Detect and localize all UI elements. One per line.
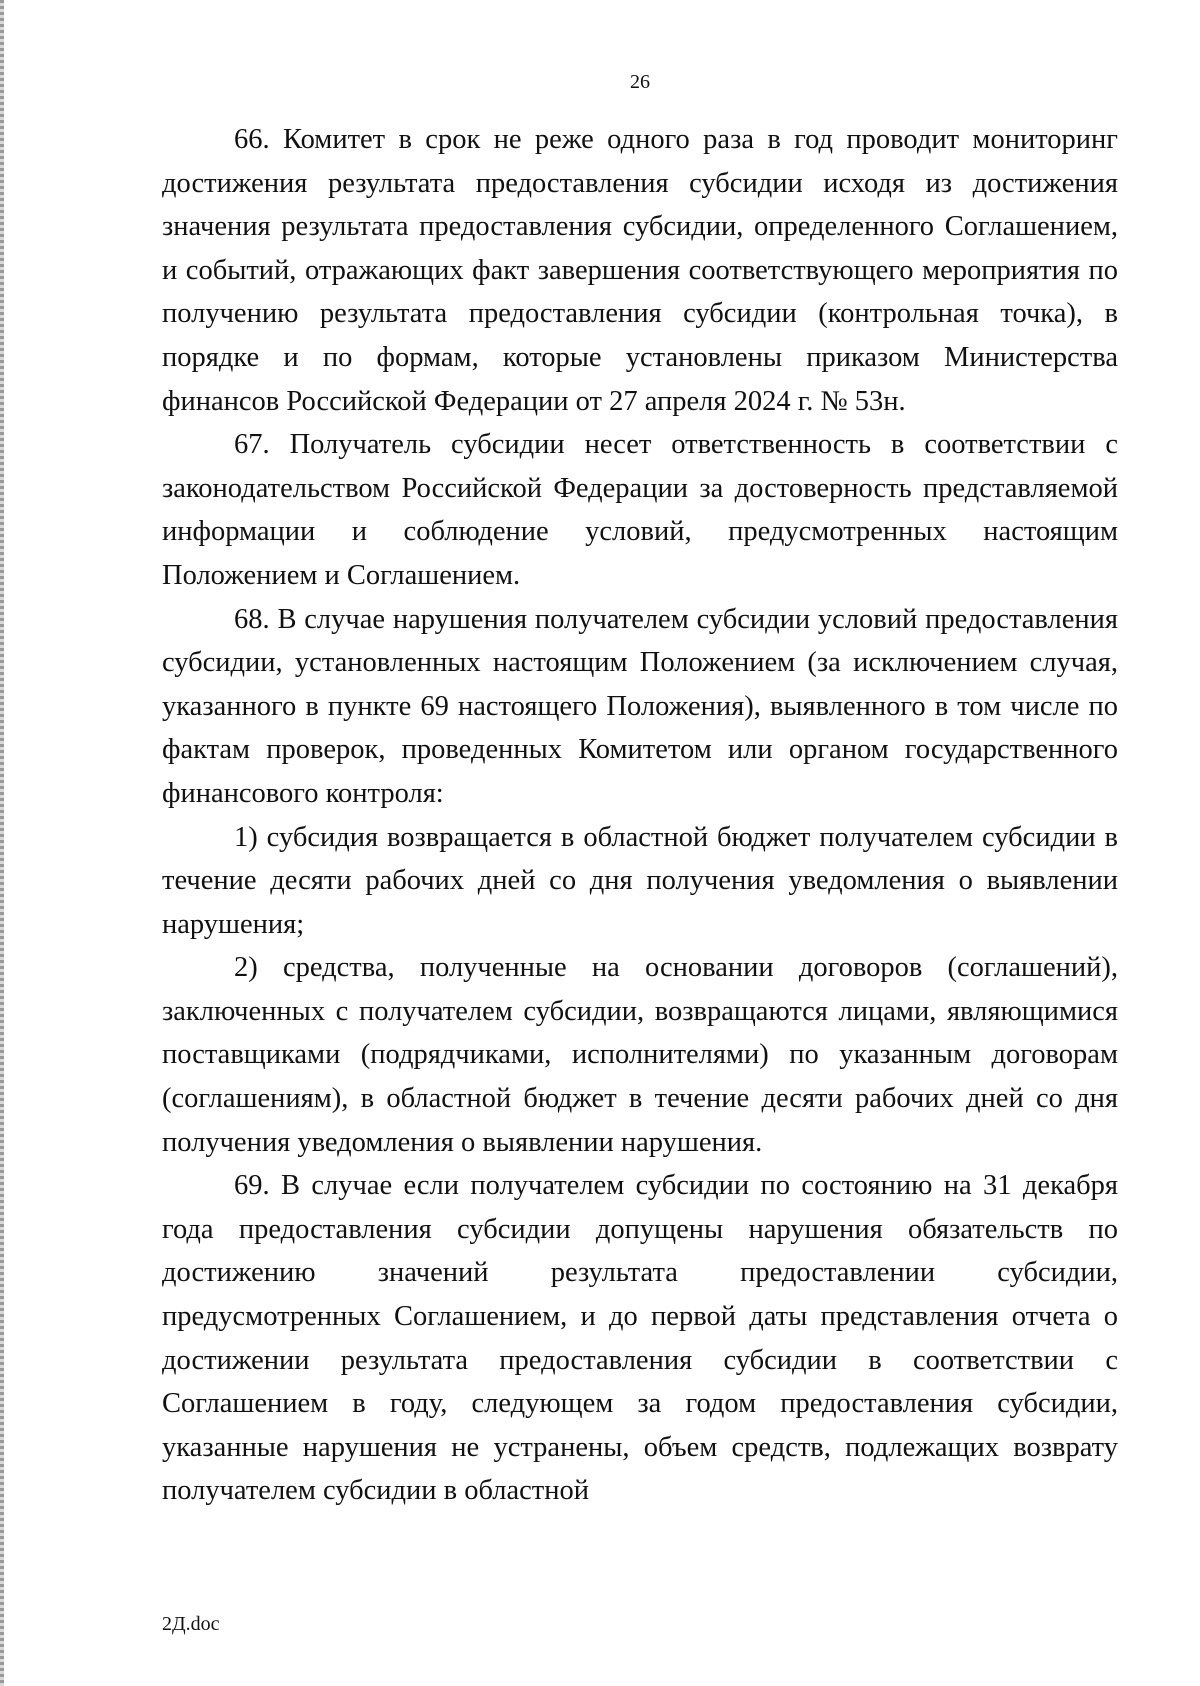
page-number: 26: [630, 71, 650, 93]
list-item-1: 1) субсидия возвращается в областной бюджет получателем субсидии в течение десяти рабочих дней со дня получения уведомления о выявлении нарушения;: [162, 821, 1118, 940]
document-body: [162, 118, 1118, 1513]
paragraph-68: 68. В случае нарушения получателем субсидии условий предоставления субсидии, установленных настоящим Положением (за исключением случая, указанного в пункте 69 настоящего Положения), выявленного в том числе по фактам проверок, проведенных Комитетом или органом государственного финансового контроля:: [162, 603, 1118, 809]
footer-filename: 2Д.doc: [162, 1613, 220, 1635]
paragraph-66: 66. Комитет в срок не реже одного раза в год проводит мониторинг достижения результата предоставления субсидии исходя из достижения значения результата предоставления субсидии, определенного Соглашением, и событий, отражающих факт завершения соответствующего мероприятия по получению результата предоставления субсидии (контрольная точка), в порядке и по формам, которые установлены приказом Министерства финансов Российской Федерации от 27 апреля 2024 г. № 53н.: [162, 124, 1118, 417]
paragraph-69: 69. В случае если получателем субсидии по состоянию на 31 декабря года предоставления субсидии допущены нарушения обязательств по достижению значений результата предоставлении субсидии, предусмотренных Соглашением, и до первой даты представления отчета о достижении результата предоставления субсидии в соответствии с Соглашением в году, следующем за годом предоставления субсидии, указанные нарушения не устранены, объем средств, подлежащих возврату получателем субсидии в областной: [162, 1170, 1118, 1507]
list-item-2: 2) средства, полученные на основании договоров (соглашений), заключенных с получателем субсидии, возвращаются лицами, являющимися поставщиками (подрядчиками, исполнителями) по указанным договорам (соглашениям), в областной бюджет в течение десяти рабочих дней со дня получения уведомления о выявлении нарушения.: [162, 952, 1118, 1158]
scan-edge: [0, 0, 4, 1686]
paragraph-67: 67. Получатель субсидии несет ответственность в соответствии с законодательством Российской Федерации за достоверность представляемой информации и соблюдение условий, предусмотренных настоящим Положением и Соглашением.: [162, 429, 1118, 591]
